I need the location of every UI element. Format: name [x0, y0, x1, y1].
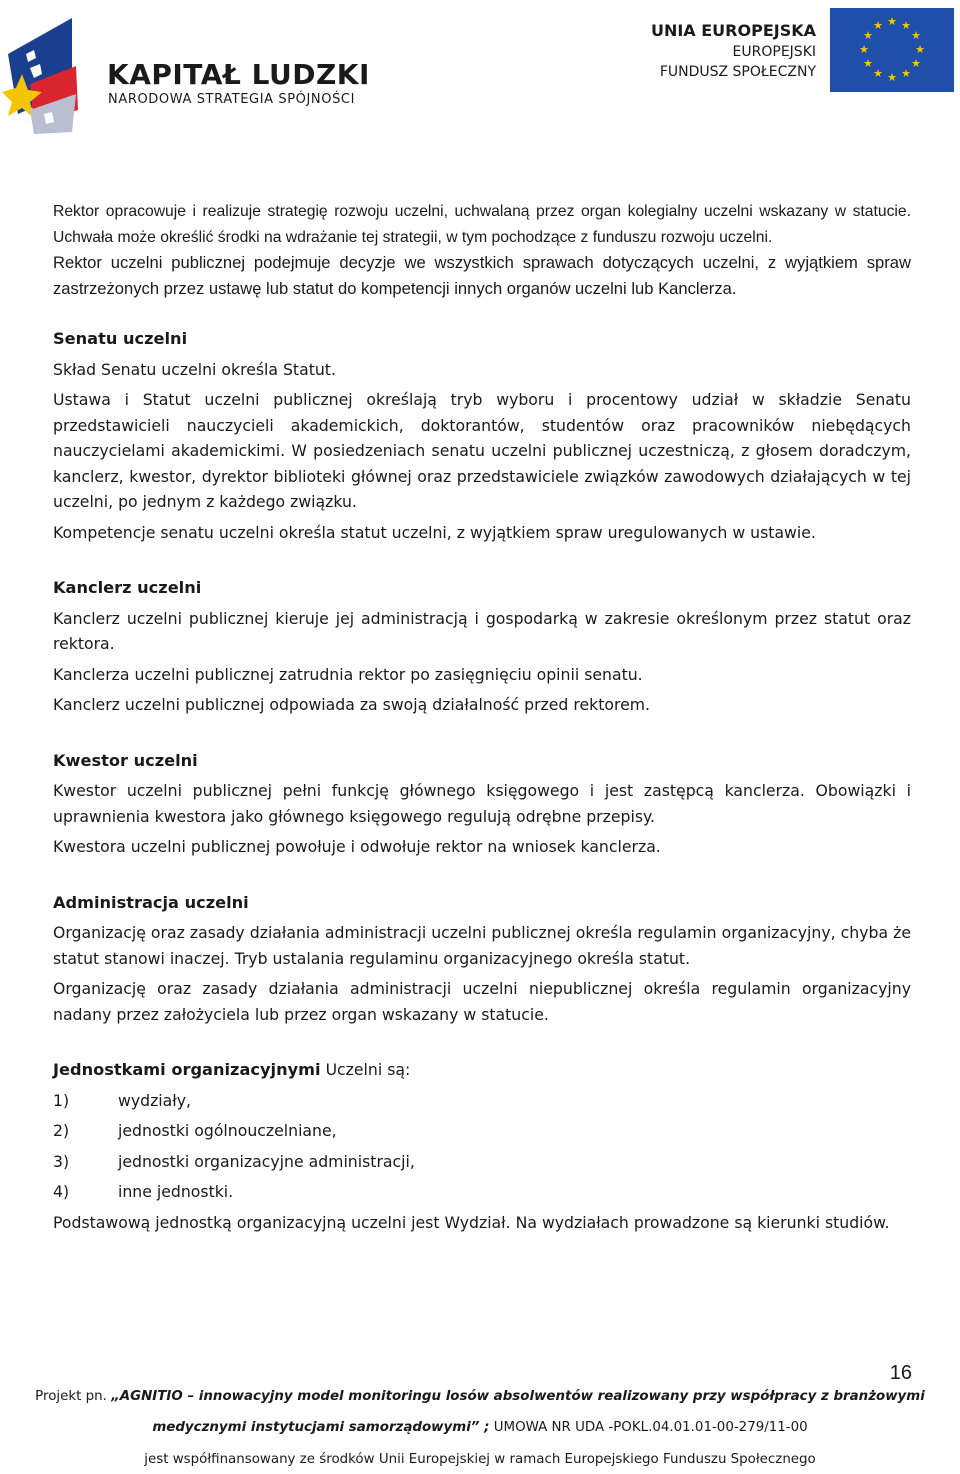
administracja-paragraph-2: Organizację oraz zasady działania administracji uczelni niepublicznej określa regulamin organizacyjny nadany przez założyciela lub przez organ wskazany w statucie. — [53, 979, 911, 1024]
senat-paragraph-1: Skład Senatu uczelni określa Statut. — [53, 359, 336, 379]
page-header — [0, 0, 960, 140]
footer-line-2 — [0, 1420, 960, 1435]
kanclerz-paragraph-3: Kanclerz uczelni publicznej odpowiada za swoją działalność przed rektorem. — [53, 695, 650, 714]
kanclerz-paragraph-1: Kanclerz uczelni publicznej kieruje jej administracją i gospodarką w zakresie określonym przez statut oraz rektora. — [53, 608, 911, 653]
eu-line-3: FUNDUSZ SPOŁECZNY — [659, 64, 816, 80]
svg-text:★: ★ — [901, 67, 911, 80]
intro-paragraph-2: Rektor uczelni publicznej podejmuje decyzje we wszystkich sprawach dotyczących uczelni, z wyjątkiem spraw zastrzeżonych przez ustawę lub statut do kompetencji innych organów uczelni lub Kanclerza. — [53, 253, 911, 298]
jednostki-final-paragraph: Podstawową jednostką organizacyjną uczelni jest Wydział. Na wydziałach prowadzone są kierunki studiów. — [53, 1212, 890, 1232]
senat-paragraph-2: Ustawa i Statut uczelni publicznej określają tryb wyboru i procentowy udział w składzie Senatu przedstawicieli nauczycieli akademickich, doktorantów, studentów oraz pracowników niebędących nauczycielami akademickimi. W posiedzeniach senatu uczelni publicznej uczestniczą, z głosem doradczym, kanclerz, kwestor, dyrektor biblioteki głównej oraz przedstawiciele związków zawodowych działających w tej uczelni, po jednym z każdego związku. — [53, 390, 911, 511]
section-heading-kanclerz: Kanclerz uczelni — [53, 578, 202, 597]
jednostki-heading-rest: Uczelni są: — [320, 1060, 411, 1079]
jednostki-list — [53, 1088, 911, 1205]
section-heading-senat: Senatu uczelni — [53, 329, 188, 348]
list-item-number: 3) — [53, 1151, 70, 1171]
kwestor-paragraph-2: Kwestora uczelni publicznej powołuje i odwołuje rektor na wniosek kanclerza. — [53, 837, 661, 856]
svg-text:★: ★ — [915, 43, 925, 56]
footer-agreement-number: UMOWA NR UDA -POKL.04.01.01-00-279/11-00 — [489, 1420, 808, 1435]
section-heading-jednostki: Jednostkami organizacyjnymi — [53, 1060, 321, 1079]
main-content — [53, 199, 911, 1235]
eu-line-1: UNIA EUROPEJSKA — [650, 21, 816, 40]
eu-logo-text — [620, 20, 816, 82]
list-item — [53, 1118, 911, 1144]
administracja-paragraph-1: Organizację oraz zasady działania administracji uczelni publicznej określa regulamin organizacyjny, chyba że statut stanowi inaczej. Tryb ustalania regulaminu organizacyjnego określa statut. — [53, 923, 911, 968]
svg-text:★: ★ — [901, 19, 911, 32]
intro-paragraph-1: Rektor opracowuje i realizuje strategię rozwoju uczelni, uchwalaną przez organ kolegialny uczelni wskazany w statucie. Uchwała może określić środki na wdrażanie tej strategii, w tym pochodzące z funduszu rozwoju uczelni. — [53, 203, 911, 246]
list-item-text: jednostki organizacyjne administracji, — [118, 1151, 415, 1171]
list-item — [53, 1179, 911, 1205]
svg-text:★: ★ — [873, 67, 883, 80]
svg-text:★: ★ — [887, 15, 897, 28]
kapital-ludzki-logo-icon — [0, 14, 110, 138]
kanclerz-paragraph-2: Kanclerza uczelni publicznej zatrudnia rektor po zasięgnięciu opinii senatu. — [53, 664, 643, 684]
list-item-text: inne jednostki. — [118, 1182, 234, 1201]
eu-line-2: EUROPEJSKI — [732, 44, 816, 60]
list-item-text: jednostki ogólnouczelniane, — [118, 1121, 337, 1140]
footer-project-title: „AGNITIO – innowacyjny model monitoringu losów absolwentów realizowany przy współpracy z branżowymi — [111, 1389, 925, 1404]
footer-project-title-cont: medycznymi instytucjami samorządowymi” ; — [152, 1420, 490, 1435]
list-item-text: wydziały, — [118, 1090, 192, 1110]
kapital-ludzki-subtitle: NARODOWA STRATEGIA SPÓJNOŚCI — [108, 92, 356, 107]
list-item-number: 4) — [53, 1182, 70, 1201]
svg-text:★: ★ — [863, 57, 873, 70]
footer-line-3: jest współfinansowany ze środków Unii Europejskiej w ramach Europejskiego Funduszu Społecznego — [144, 1452, 816, 1467]
list-item — [53, 1088, 911, 1114]
section-heading-administracja: Administracja uczelni — [53, 892, 249, 912]
svg-text:★: ★ — [859, 43, 869, 56]
svg-text:★: ★ — [911, 29, 921, 42]
senat-paragraph-3: Kompetencje senatu uczelni określa statut uczelni, z wyjątkiem spraw uregulowanych w ustawie. — [53, 522, 816, 542]
page-number: 16 — [889, 1362, 912, 1384]
svg-text:★: ★ — [887, 71, 897, 84]
eu-flag-icon — [830, 8, 954, 92]
svg-text:★: ★ — [911, 57, 921, 70]
kapital-ludzki-title: KAPITAŁ LUDZKI — [107, 58, 370, 91]
svg-text:★: ★ — [863, 29, 873, 42]
kwestor-paragraph-1: Kwestor uczelni publicznej pełni funkcję głównego księgowego i jest zastępcą kanclerza. Obowiązki i uprawnienia kwestora jako głównego księgowego regulują odrębne przepisy. — [53, 781, 911, 826]
list-item-number: 1) — [53, 1090, 70, 1110]
footer-line-1 — [0, 1389, 960, 1404]
footer-project-prefix: Projekt pn. — [35, 1389, 112, 1404]
section-heading-kwestor: Kwestor uczelni — [53, 750, 198, 770]
list-item-number: 2) — [53, 1121, 70, 1140]
list-item — [53, 1149, 911, 1175]
svg-text:★: ★ — [873, 19, 883, 32]
jednostki-heading-line — [53, 1057, 911, 1083]
